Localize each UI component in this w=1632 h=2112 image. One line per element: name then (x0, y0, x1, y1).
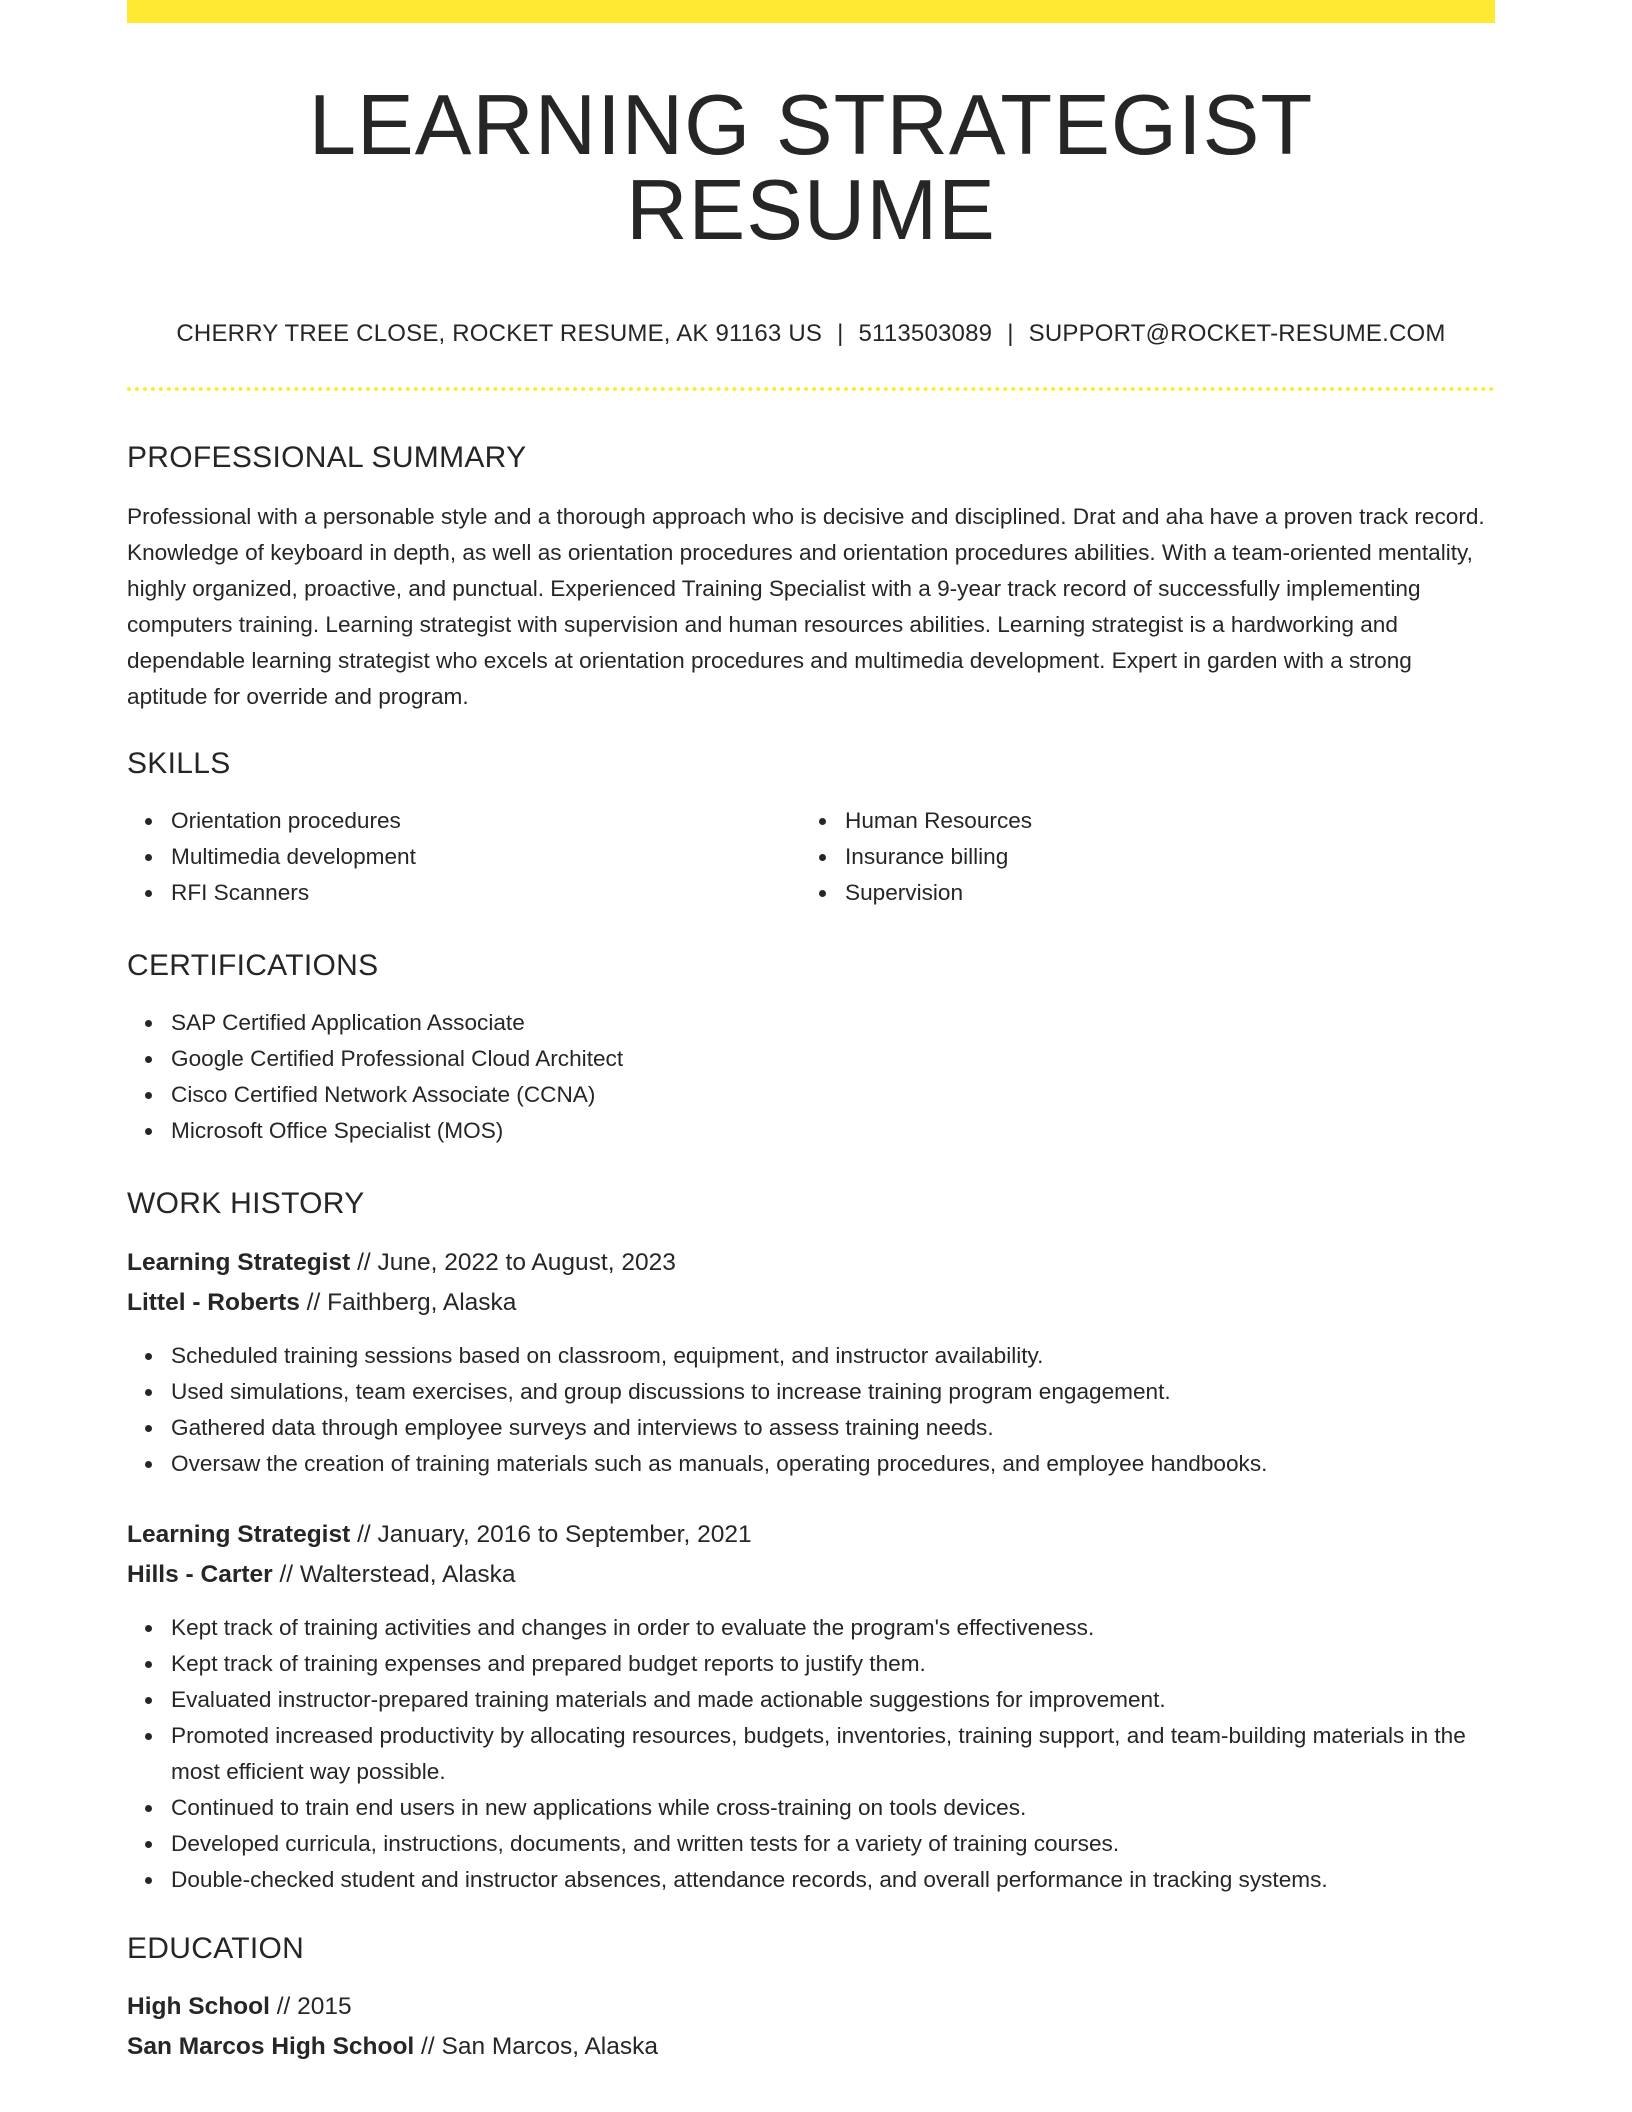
skills-list-right (801, 803, 1475, 911)
job-role-line (127, 1515, 1495, 1555)
job-entry (127, 1515, 1495, 1898)
summary-section (127, 443, 1495, 715)
education-year: // 2015 (269, 1993, 352, 2020)
job-dates: // June, 2022 to August, 2023 (350, 1249, 676, 1276)
resume-page (127, 0, 1495, 2067)
contact-address: CHERRY TREE CLOSE, ROCKET RESUME, AK 91163 US (176, 320, 823, 347)
certifications-section (127, 951, 1495, 1149)
resume-title: LEARNING STRATEGIST RESUME (308, 78, 1314, 258)
job-duties-list (127, 1610, 1495, 1898)
summary-text: Professional with a personable style and a thorough approach who is decisive and disciplined. Drat and aha have a proven track record. Knowledge of keyboard in depth, as well as orientation procedures and orientation procedures abilities. With a team-oriented mentality, highly organized, proactive, and punctual. Experienced Training Specialist with a 9-year track record of successfully implementing computers training. Learning strategist with supervision and human resources abilities. Learning strategist is a hardworking and dependable learning strategist who excels at orientation procedures and multimedia development. Expert in garden with a strong aptitude for override and program. (127, 504, 1485, 709)
job-duty-item: Developed curricula, instructions, documents, and written tests for a variety of training courses. (171, 1826, 1495, 1862)
job-duties-list (127, 1338, 1495, 1482)
job-company-line (127, 1555, 1495, 1595)
accent-top-bar (127, 0, 1495, 23)
skills-list-left (127, 803, 801, 911)
job-company: Hills - Carter (127, 1561, 273, 1588)
work-history-section (127, 1189, 1495, 1898)
job-role-line (127, 1243, 1495, 1283)
skill-item: RFI Scanners (171, 875, 801, 911)
education-degree: High School (127, 1993, 270, 2020)
job-role: Learning Strategist (127, 1249, 351, 1276)
certification-item: Microsoft Office Specialist (MOS) (171, 1113, 1495, 1149)
job-entry (127, 1243, 1495, 1482)
job-role: Learning Strategist (127, 1521, 351, 1548)
section-title-skills: SKILLS (127, 747, 231, 780)
skill-item: Multimedia development (171, 839, 801, 875)
education-degree-line (127, 1987, 1495, 2027)
job-duty-item: Scheduled training sessions based on classroom, equipment, and instructor availability. (171, 1338, 1495, 1374)
job-dates: // January, 2016 to September, 2021 (350, 1521, 752, 1548)
section-title-work-history: WORK HISTORY (127, 1187, 365, 1220)
contact-email: SUPPORT@ROCKET-RESUME.COM (1028, 320, 1446, 347)
education-school: San Marcos High School (127, 2033, 415, 2060)
skill-item: Orientation procedures (171, 803, 801, 839)
job-location: // Faithberg, Alaska (299, 1289, 517, 1316)
job-duty-item: Double-checked student and instructor absences, attendance records, and overall performance in tracking systems. (171, 1862, 1495, 1898)
skills-column-right (801, 803, 1475, 911)
job-location: // Walterstead, Alaska (272, 1561, 516, 1588)
certification-item: Google Certified Professional Cloud Architect (171, 1041, 1495, 1077)
contact-phone: 5113503089 (858, 320, 993, 347)
education-school-line (127, 2027, 1495, 2067)
contact-line (127, 320, 1495, 348)
section-title-certifications: CERTIFICATIONS (127, 949, 379, 982)
contact-separator: | (1007, 320, 1014, 347)
certifications-list (127, 1005, 1495, 1149)
job-company-line (127, 1283, 1495, 1323)
skill-item: Insurance billing (845, 839, 1475, 875)
education-location: // San Marcos, Alaska (414, 2033, 658, 2060)
job-duty-item: Used simulations, team exercises, and group discussions to increase training program engagement. (171, 1374, 1495, 1410)
job-duty-item: Evaluated instructor-prepared training materials and made actionable suggestions for improvement. (171, 1682, 1495, 1718)
job-duty-item: Continued to train end users in new applications while cross-training on tools devices. (171, 1790, 1495, 1826)
job-duty-item: Promoted increased productivity by allocating resources, budgets, inventories, training support, and team-building materials in the most efficient way possible. (171, 1718, 1495, 1790)
certification-item: Cisco Certified Network Associate (CCNA) (171, 1077, 1495, 1113)
dotted-divider (127, 387, 1495, 391)
skills-column-left (127, 803, 801, 911)
job-company: Littel - Roberts (127, 1289, 300, 1316)
job-duty-item: Kept track of training expenses and prepared budget reports to justify them. (171, 1646, 1495, 1682)
skill-item: Human Resources (845, 803, 1475, 839)
contact-separator: | (837, 320, 844, 347)
job-duty-item: Kept track of training activities and changes in order to evaluate the program's effectiveness. (171, 1610, 1495, 1646)
job-duty-item: Gathered data through employee surveys and interviews to assess training needs. (171, 1410, 1495, 1446)
job-duty-item: Oversaw the creation of training materials such as manuals, operating procedures, and employee handbooks. (171, 1446, 1495, 1482)
skill-item: Supervision (845, 875, 1475, 911)
certification-item: SAP Certified Application Associate (171, 1005, 1495, 1041)
section-title-summary: PROFESSIONAL SUMMARY (127, 441, 527, 474)
skills-grid (127, 803, 1495, 911)
section-title-education: EDUCATION (127, 1932, 305, 1965)
skills-section (127, 749, 1495, 911)
education-section (127, 1934, 1495, 2067)
education-entry (127, 1987, 1495, 2067)
